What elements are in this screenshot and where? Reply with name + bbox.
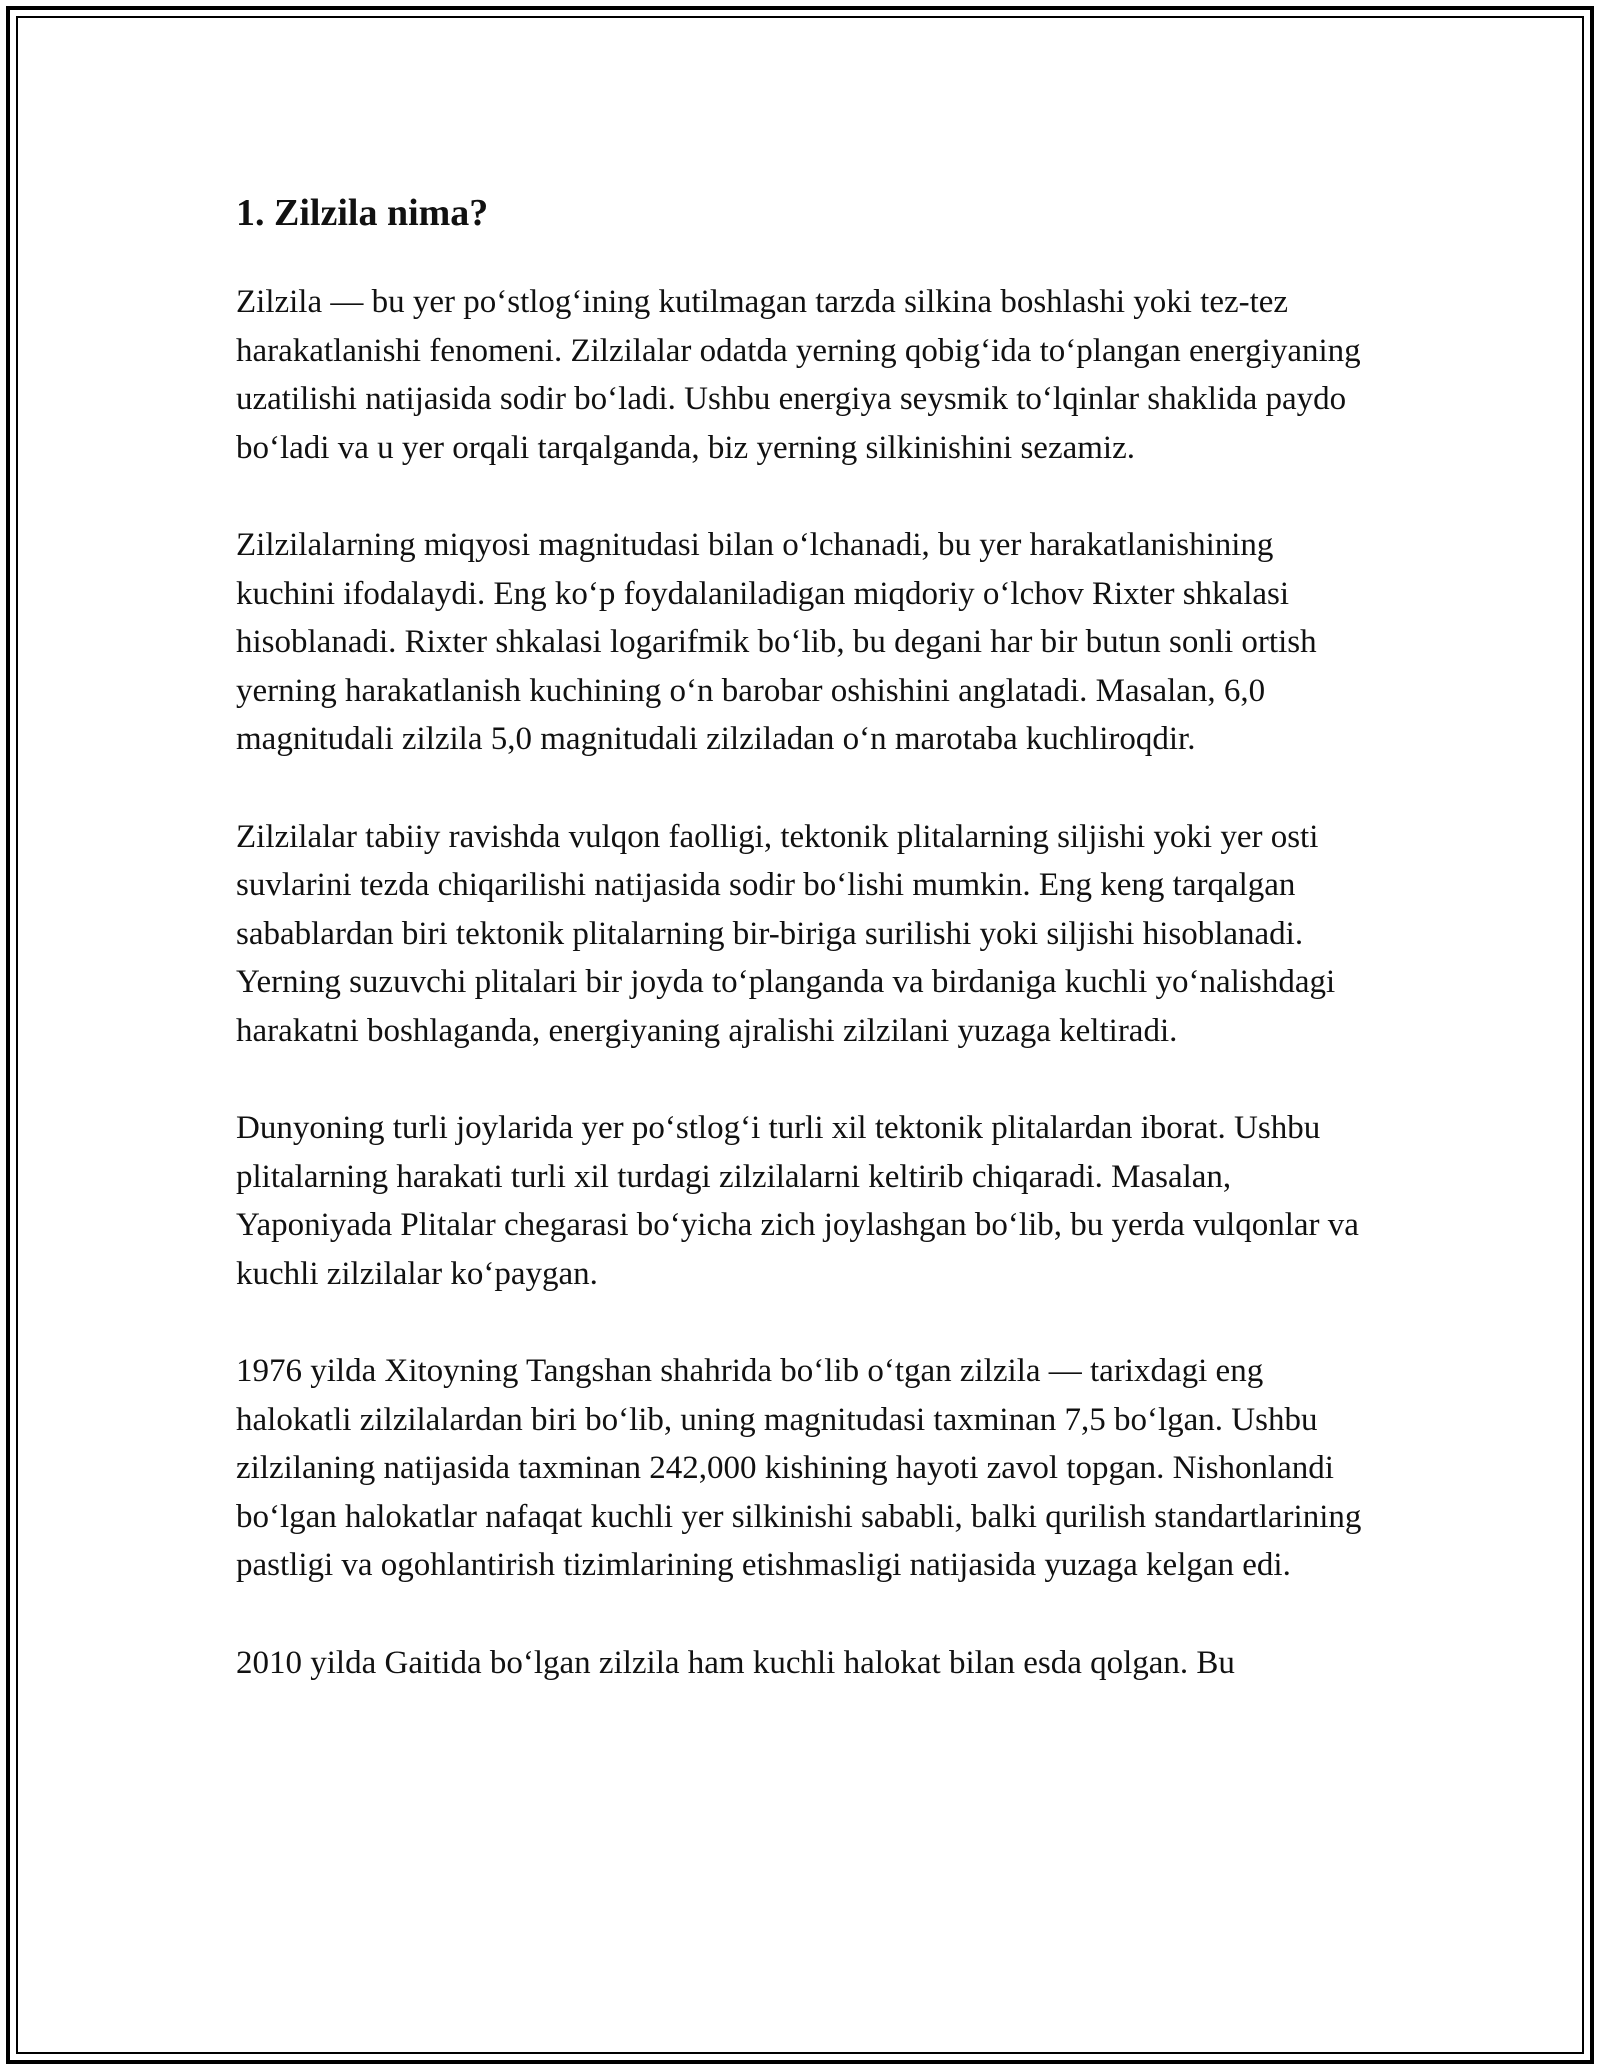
paragraph-4: Dunyoning turli joylarida yer po‘stlog‘i turli xil tektonik plitalardan iborat. Ushbu plitalarning harakati turli xil turdagi zilzilalarni keltirib chiqaradi. Masalan, Yaponiyada Plitalar chegarasi bo‘yicha zich joylashgan bo‘lib, bu yerda vulqonlar va kuchli zilzilalar ko‘paygan.: [236, 1110, 1359, 1292]
paragraph-2: Zilzilalarning miqyosi magnitudasi bilan o‘lchanadi, bu yer harakatlanishining kuchini ifodalaydi. Eng ko‘p foydalaniladigan miqdoriy o‘lchov Rixter shkalasi hisoblanadi. Rixter shkalasi logarifmik bo‘lib, bu degani har bir butun sonli ortish yerning harakatlanish kuchining o‘n barobar oshishini anglatadi. Masalan, 6,0 magnitudali zilzila 5,0 magnitudali zilziladan o‘n marotaba kuchliroqdir.: [236, 527, 1317, 757]
section-heading: 1. Zilzila nima?: [236, 192, 489, 234]
document-body: [236, 186, 1376, 1736]
paragraph-6: 2010 yilda Gaitida bo‘lgan zilzila ham kuchli halokat bilan esda qolgan. Bu: [236, 1644, 1235, 1681]
paragraph-1: Zilzila — bu yer po‘stlog‘ining kutilmagan tarzda silkina boshlashi yoki tez-tez harakatlanishi fenomeni. Zilzilalar odatda yerning qobig‘ida to‘plangan energiyaning uzatilishi natijasida sodir bo‘ladi. Ushbu energiya seysmik to‘lqinlar shaklida paydo bo‘ladi va u yer orqali tarqalganda, biz yerning silkinishini sezamiz.: [236, 284, 1361, 466]
paragraph-5: 1976 yilda Xitoyning Tangshan shahrida bo‘lib o‘tgan zilzila — tarixdagi eng halokatli zilzilalardan biri bo‘lib, uning magnitudasi taxminan 7,5 bo‘lgan. Ushbu zilzilaning natijasida taxminan 242,000 kishining hayoti zavol topgan. Nishonlandi bo‘lgan halokatlar nafaqat kuchli yer silkinishi sababli, balki qurilish standartlarining pastligi va ogohlantirish tizimlarining etishmasligi natijasida yuzaga kelgan edi.: [236, 1353, 1362, 1583]
paragraph-3: Zilzilalar tabiiy ravishda vulqon faolligi, tektonik plitalarning siljishi yoki yer osti suvlarini tezda chiqarilishi natijasida sodir bo‘lishi mumkin. Eng keng tarqalgan sabablardan biri tektonik plitalarning bir-biriga surilishi yoki siljishi hisoblanadi. Yerning suzuvchi plitalari bir joyda to‘planganda va birdaniga kuchli yo‘nalishdagi harakatni boshlaganda, energiyaning ajralishi zilzilani yuzaga keltiradi.: [236, 818, 1336, 1049]
